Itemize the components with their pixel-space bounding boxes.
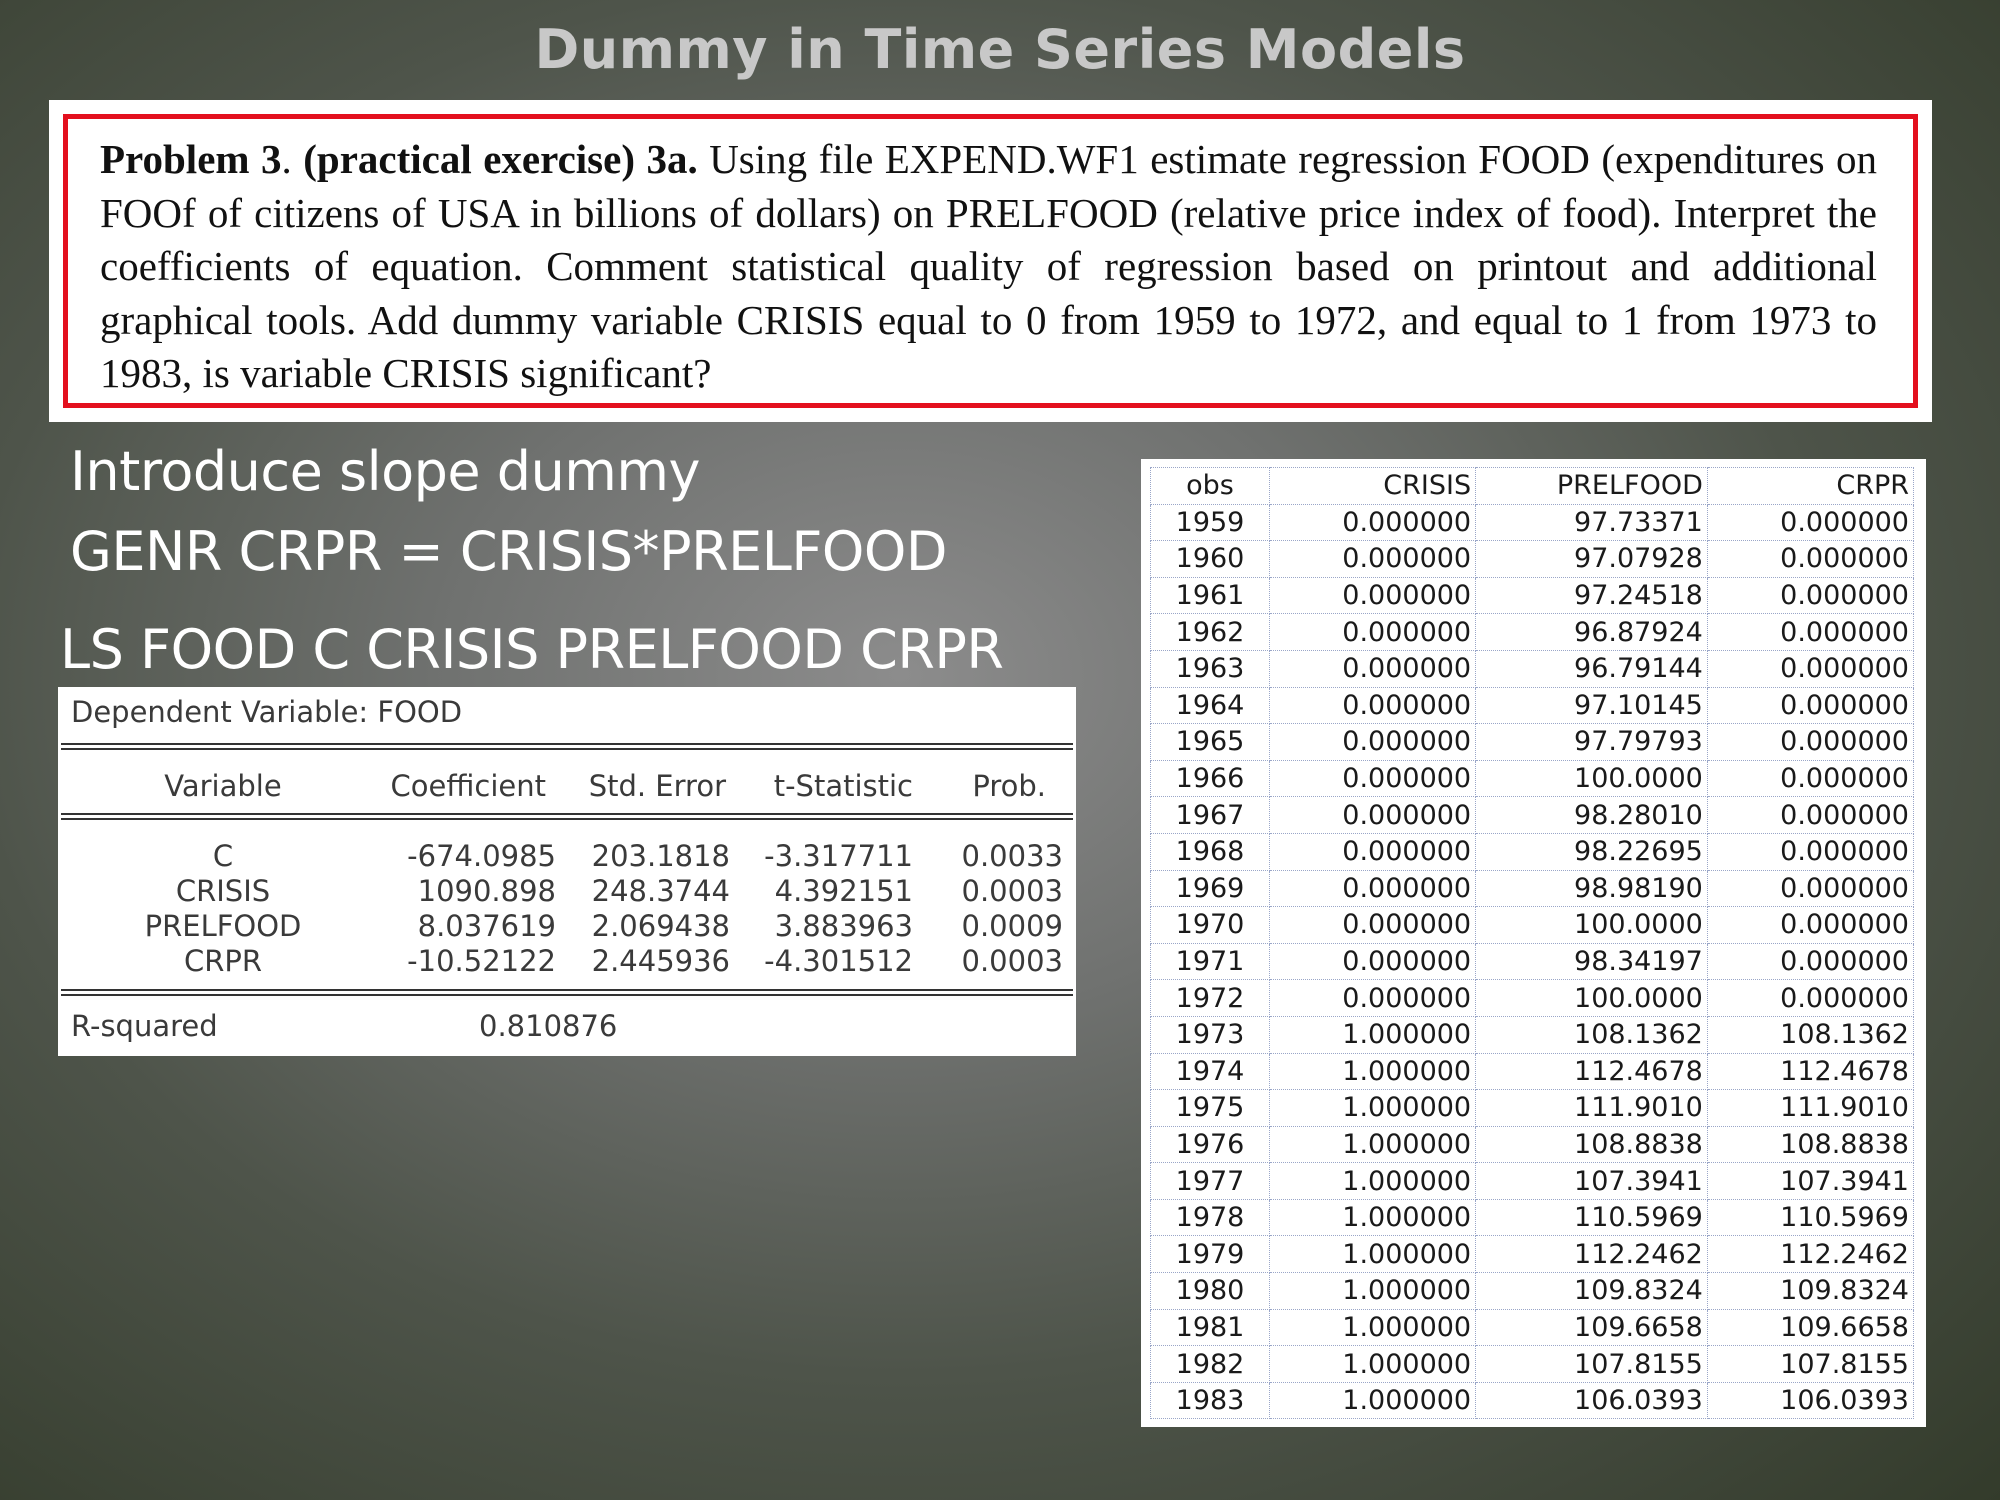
crisis-value: 0.000000	[1270, 870, 1476, 907]
table-row	[1151, 1273, 1914, 1310]
crisis-value: 1.000000	[1270, 1090, 1476, 1127]
obs-year: 1967	[1151, 797, 1270, 834]
crisis-value: 1.000000	[1270, 1382, 1476, 1419]
prelfood-value: 97.10145	[1476, 687, 1708, 724]
prelfood-value: 97.24518	[1476, 577, 1708, 614]
table-row	[1151, 1236, 1914, 1273]
t-statistic: -3.317711	[764, 839, 913, 873]
regression-row	[58, 874, 1076, 910]
problem-body: Using file EXPEND.WF1 estimate regression FOOD (expenditures on FOOf of citizens of USA in billions of dollars) on PRELFOOD (relative price index of food). Interpret the coefficients of equation. Comment statistical quality of regression based on printout and additional graphical tools. Add dummy variable CRISIS equal to 0 from 1959 to 1972, and equal to 1 from 1973 to 1983, is variable CRISIS significant?	[100, 136, 1878, 396]
prelfood-value: 100.0000	[1476, 980, 1708, 1017]
crisis-value: 1.000000	[1270, 1273, 1476, 1310]
crpr-value: 0.000000	[1707, 650, 1913, 687]
obs-table	[1150, 467, 1914, 1419]
prelfood-value: 107.3941	[1476, 1163, 1708, 1200]
obs-year: 1968	[1151, 833, 1270, 870]
divider	[61, 743, 1073, 750]
crisis-value: 0.000000	[1270, 907, 1476, 944]
obs-year: 1960	[1151, 541, 1270, 578]
dependent-variable-label: Dependent Variable: FOOD	[71, 695, 463, 729]
problem-text	[63, 114, 1918, 408]
table-row	[1151, 870, 1914, 907]
prelfood-value: 97.07928	[1476, 541, 1708, 578]
crpr-value: 112.2462	[1707, 1236, 1913, 1273]
obs-year: 1965	[1151, 724, 1270, 761]
table-row	[1151, 1309, 1914, 1346]
crpr-value: 108.8838	[1707, 1126, 1913, 1163]
t-statistic: 4.392151	[774, 874, 913, 908]
r-squared-row	[58, 1009, 1076, 1045]
table-row	[1151, 943, 1914, 980]
obs-year: 1962	[1151, 614, 1270, 651]
obs-year: 1980	[1151, 1273, 1270, 1310]
obs-year: 1974	[1151, 1053, 1270, 1090]
header-obs: obs	[1151, 468, 1270, 505]
crisis-value: 0.000000	[1270, 541, 1476, 578]
prob: 0.0003	[961, 874, 1063, 908]
table-row	[1151, 614, 1914, 651]
prelfood-value: 98.22695	[1476, 833, 1708, 870]
crpr-value: 109.6658	[1707, 1309, 1913, 1346]
std-error: 2.445936	[591, 944, 730, 978]
problem-box	[49, 100, 1932, 422]
divider	[61, 813, 1073, 820]
prelfood-value: 112.2462	[1476, 1236, 1708, 1273]
crisis-value: 1.000000	[1270, 1163, 1476, 1200]
crpr-value: 0.000000	[1707, 541, 1913, 578]
crpr-value: 107.8155	[1707, 1346, 1913, 1383]
prelfood-value: 96.79144	[1476, 650, 1708, 687]
regression-row	[58, 839, 1076, 875]
crisis-value: 0.000000	[1270, 724, 1476, 761]
variable-name: CRISIS	[175, 874, 271, 908]
table-row	[1151, 1126, 1914, 1163]
prelfood-value: 97.79793	[1476, 724, 1708, 761]
prelfood-value: 100.0000	[1476, 760, 1708, 797]
prelfood-value: 98.34197	[1476, 943, 1708, 980]
prelfood-value: 106.0393	[1476, 1382, 1708, 1419]
obs-year: 1981	[1151, 1309, 1270, 1346]
obs-year: 1982	[1151, 1346, 1270, 1383]
obs-year: 1966	[1151, 760, 1270, 797]
prob: 0.0009	[961, 909, 1063, 943]
crisis-value: 0.000000	[1270, 833, 1476, 870]
header-variable: Variable	[164, 769, 282, 803]
table-row	[1151, 833, 1914, 870]
regression-row	[58, 909, 1076, 945]
r-squared-value: 0.810876	[479, 1009, 618, 1043]
variable-name: PRELFOOD	[144, 909, 302, 943]
obs-year: 1975	[1151, 1090, 1270, 1127]
crpr-value: 107.3941	[1707, 1163, 1913, 1200]
crpr-value: 111.9010	[1707, 1090, 1913, 1127]
series-data-table	[1141, 459, 1926, 1427]
header-prelfood: PRELFOOD	[1476, 468, 1708, 505]
table-row	[1151, 1016, 1914, 1053]
crpr-value: 0.000000	[1707, 870, 1913, 907]
table-row	[1151, 1346, 1914, 1383]
header-crisis: CRISIS	[1270, 468, 1476, 505]
std-error: 2.069438	[591, 909, 730, 943]
crisis-value: 0.000000	[1270, 687, 1476, 724]
t-statistic: 3.883963	[774, 909, 913, 943]
obs-year: 1971	[1151, 943, 1270, 980]
crpr-value: 0.000000	[1707, 724, 1913, 761]
prob: 0.0003	[961, 944, 1063, 978]
prelfood-value: 98.98190	[1476, 870, 1708, 907]
crisis-value: 0.000000	[1270, 650, 1476, 687]
crisis-value: 0.000000	[1270, 614, 1476, 651]
crpr-value: 0.000000	[1707, 907, 1913, 944]
table-row	[1151, 1382, 1914, 1419]
std-error: 248.3744	[591, 874, 730, 908]
prelfood-value: 109.8324	[1476, 1273, 1708, 1310]
crisis-value: 0.000000	[1270, 577, 1476, 614]
divider	[61, 989, 1073, 996]
prelfood-value: 107.8155	[1476, 1346, 1708, 1383]
obs-year: 1983	[1151, 1382, 1270, 1419]
regression-header-row	[58, 769, 1076, 805]
obs-year: 1976	[1151, 1126, 1270, 1163]
crpr-value: 110.5969	[1707, 1199, 1913, 1236]
crisis-value: 1.000000	[1270, 1016, 1476, 1053]
prelfood-value: 109.6658	[1476, 1309, 1708, 1346]
regression-output	[58, 687, 1076, 1056]
prob: 0.0033	[961, 839, 1063, 873]
crisis-value: 1.000000	[1270, 1236, 1476, 1273]
crpr-value: 0.000000	[1707, 504, 1913, 541]
crisis-value: 1.000000	[1270, 1346, 1476, 1383]
obs-year: 1964	[1151, 687, 1270, 724]
header-prob: Prob.	[972, 769, 1046, 803]
problem-sep: .	[281, 136, 304, 182]
crisis-value: 0.000000	[1270, 980, 1476, 1017]
crisis-value: 0.000000	[1270, 943, 1476, 980]
table-row	[1151, 650, 1914, 687]
coefficient: -10.52122	[407, 944, 556, 978]
slide-title: Dummy in Time Series Models	[534, 18, 1466, 81]
crpr-value: 108.1362	[1707, 1016, 1913, 1053]
table-row	[1151, 1163, 1914, 1200]
prelfood-value: 108.8838	[1476, 1126, 1708, 1163]
problem-subtitle: (practical exercise) 3a.	[303, 136, 698, 182]
regression-row	[58, 944, 1076, 980]
crisis-value: 1.000000	[1270, 1199, 1476, 1236]
obs-year: 1973	[1151, 1016, 1270, 1053]
prelfood-value: 100.0000	[1476, 907, 1708, 944]
crpr-value: 0.000000	[1707, 943, 1913, 980]
obs-year: 1969	[1151, 870, 1270, 907]
header-crpr: CRPR	[1707, 468, 1913, 505]
intro-line: Introduce slope dummy	[70, 440, 700, 503]
crpr-value: 112.4678	[1707, 1053, 1913, 1090]
obs-year: 1972	[1151, 980, 1270, 1017]
obs-header-row	[1151, 468, 1914, 505]
obs-year: 1959	[1151, 504, 1270, 541]
crisis-value: 1.000000	[1270, 1309, 1476, 1346]
r-squared-label: R-squared	[71, 1009, 218, 1043]
table-row	[1151, 504, 1914, 541]
ls-command: LS FOOD C CRISIS PRELFOOD CRPR	[60, 618, 1004, 681]
crisis-value: 1.000000	[1270, 1126, 1476, 1163]
t-statistic: -4.301512	[764, 944, 913, 978]
header-std-error: Std. Error	[588, 769, 726, 803]
coefficient: 1090.898	[417, 874, 556, 908]
obs-year: 1979	[1151, 1236, 1270, 1273]
table-row	[1151, 907, 1914, 944]
prelfood-value: 98.28010	[1476, 797, 1708, 834]
variable-name: CRPR	[183, 944, 263, 978]
table-row	[1151, 541, 1914, 578]
coefficient: -674.0985	[407, 839, 556, 873]
crpr-value: 0.000000	[1707, 760, 1913, 797]
prelfood-value: 96.87924	[1476, 614, 1708, 651]
variable-name: C	[212, 839, 234, 873]
table-row	[1151, 724, 1914, 761]
header-coefficient: Coefficient	[390, 769, 546, 803]
table-row	[1151, 1199, 1914, 1236]
obs-year: 1977	[1151, 1163, 1270, 1200]
crisis-value: 0.000000	[1270, 504, 1476, 541]
crpr-value: 109.8324	[1707, 1273, 1913, 1310]
table-row	[1151, 980, 1914, 1017]
prelfood-value: 110.5969	[1476, 1199, 1708, 1236]
coefficient: 8.037619	[417, 909, 556, 943]
obs-year: 1963	[1151, 650, 1270, 687]
crisis-value: 0.000000	[1270, 760, 1476, 797]
problem-number: Problem 3	[100, 136, 282, 182]
crpr-value: 0.000000	[1707, 687, 1913, 724]
table-row	[1151, 687, 1914, 724]
genr-command: GENR CRPR = CRISIS*PRELFOOD	[70, 520, 947, 583]
prelfood-value: 97.73371	[1476, 504, 1708, 541]
crpr-value: 106.0393	[1707, 1382, 1913, 1419]
crpr-value: 0.000000	[1707, 614, 1913, 651]
header-t-statistic: t-Statistic	[773, 769, 913, 803]
table-row	[1151, 1053, 1914, 1090]
obs-year: 1970	[1151, 907, 1270, 944]
crisis-value: 0.000000	[1270, 797, 1476, 834]
table-row	[1151, 577, 1914, 614]
crisis-value: 1.000000	[1270, 1053, 1476, 1090]
std-error: 203.1818	[591, 839, 730, 873]
crpr-value: 0.000000	[1707, 577, 1913, 614]
obs-year: 1978	[1151, 1199, 1270, 1236]
table-row	[1151, 760, 1914, 797]
table-row	[1151, 797, 1914, 834]
obs-year: 1961	[1151, 577, 1270, 614]
prelfood-value: 112.4678	[1476, 1053, 1708, 1090]
prelfood-value: 108.1362	[1476, 1016, 1708, 1053]
crpr-value: 0.000000	[1707, 833, 1913, 870]
crpr-value: 0.000000	[1707, 980, 1913, 1017]
prelfood-value: 111.9010	[1476, 1090, 1708, 1127]
crpr-value: 0.000000	[1707, 797, 1913, 834]
table-row	[1151, 1090, 1914, 1127]
